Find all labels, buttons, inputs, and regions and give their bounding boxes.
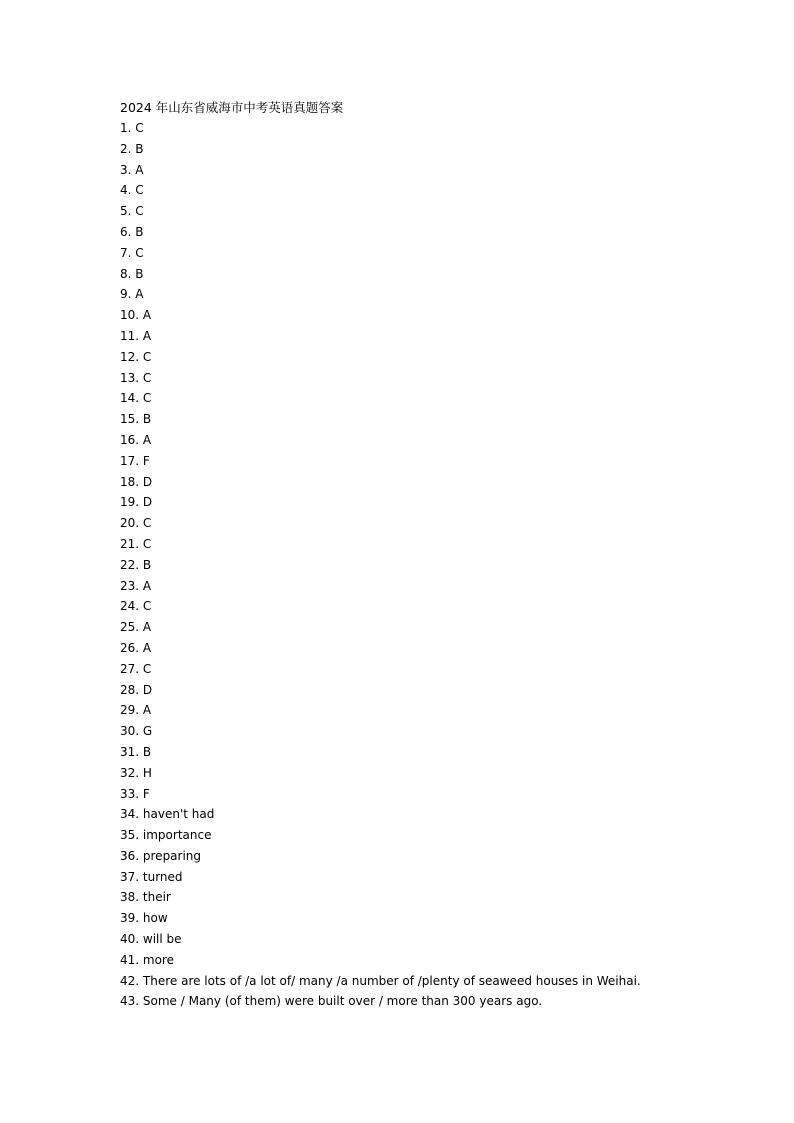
- answer-item: 25. A: [120, 620, 152, 635]
- answer-item: 40. will be: [120, 932, 182, 947]
- answer-item: 22. B: [120, 557, 152, 572]
- answer-item: 35. importance: [120, 828, 212, 843]
- answer-item: 29. A: [120, 703, 152, 718]
- answer-item: 18. D: [120, 474, 153, 489]
- answer-item: 41. more: [120, 952, 174, 967]
- answer-item: 13. C: [120, 370, 152, 385]
- answer-item: 3. A: [120, 162, 144, 177]
- answer-item: 1. C: [120, 121, 144, 135]
- answer-item: 23. A: [120, 578, 152, 593]
- answer-item: 5. C: [120, 204, 144, 219]
- answer-item: 38. their: [120, 890, 171, 905]
- answer-item: 7. C: [120, 245, 144, 260]
- answer-item: 8. B: [120, 266, 144, 281]
- answer-item: 11. A: [120, 328, 152, 343]
- answer-item: 14. C: [120, 391, 152, 406]
- answer-item: 36. preparing: [120, 848, 202, 863]
- answer-item: 16. A: [120, 432, 152, 447]
- answer-item: 4. C: [120, 183, 144, 198]
- answer-item: 12. C: [120, 349, 152, 364]
- answer-item: 20. C: [120, 516, 152, 531]
- answer-item: 15. B: [120, 412, 152, 427]
- answer-item: 43. Some / Many (of them) were built over / more than 300 years ago.: [120, 994, 543, 1009]
- answer-item: 24. C: [120, 599, 152, 614]
- answer-item: 30. G: [120, 724, 153, 739]
- answer-item: 27. C: [120, 661, 152, 676]
- answer-list: [120, 118, 760, 1012]
- answer-item: 42. There are lots of /a lot of/ many /a number of /plenty of seaweed houses in Weihai.: [120, 973, 641, 988]
- answer-item: 39. how: [120, 911, 168, 926]
- answer-item: 6. B: [120, 224, 144, 239]
- answer-item: 28. D: [120, 682, 153, 697]
- answer-item: 17. F: [120, 453, 150, 468]
- answer-item: 33. F: [120, 786, 150, 801]
- answer-item: 21. C: [120, 536, 152, 551]
- answer-item: 37. turned: [120, 869, 183, 884]
- answer-item: 9. A: [120, 287, 144, 302]
- answer-item: 19. D: [120, 495, 153, 510]
- answer-sheet: [120, 98, 760, 1012]
- answer-item: 32. H: [120, 765, 152, 780]
- answer-item: 26. A: [120, 640, 152, 655]
- answer-item: 10. A: [120, 308, 152, 323]
- answer-item: 34. haven't had: [120, 807, 215, 822]
- answer-item: 31. B: [120, 744, 152, 759]
- answer-item: 2. B: [120, 141, 144, 156]
- document-title: 2024 年山东省威海市中考英语真题答案: [120, 100, 344, 115]
